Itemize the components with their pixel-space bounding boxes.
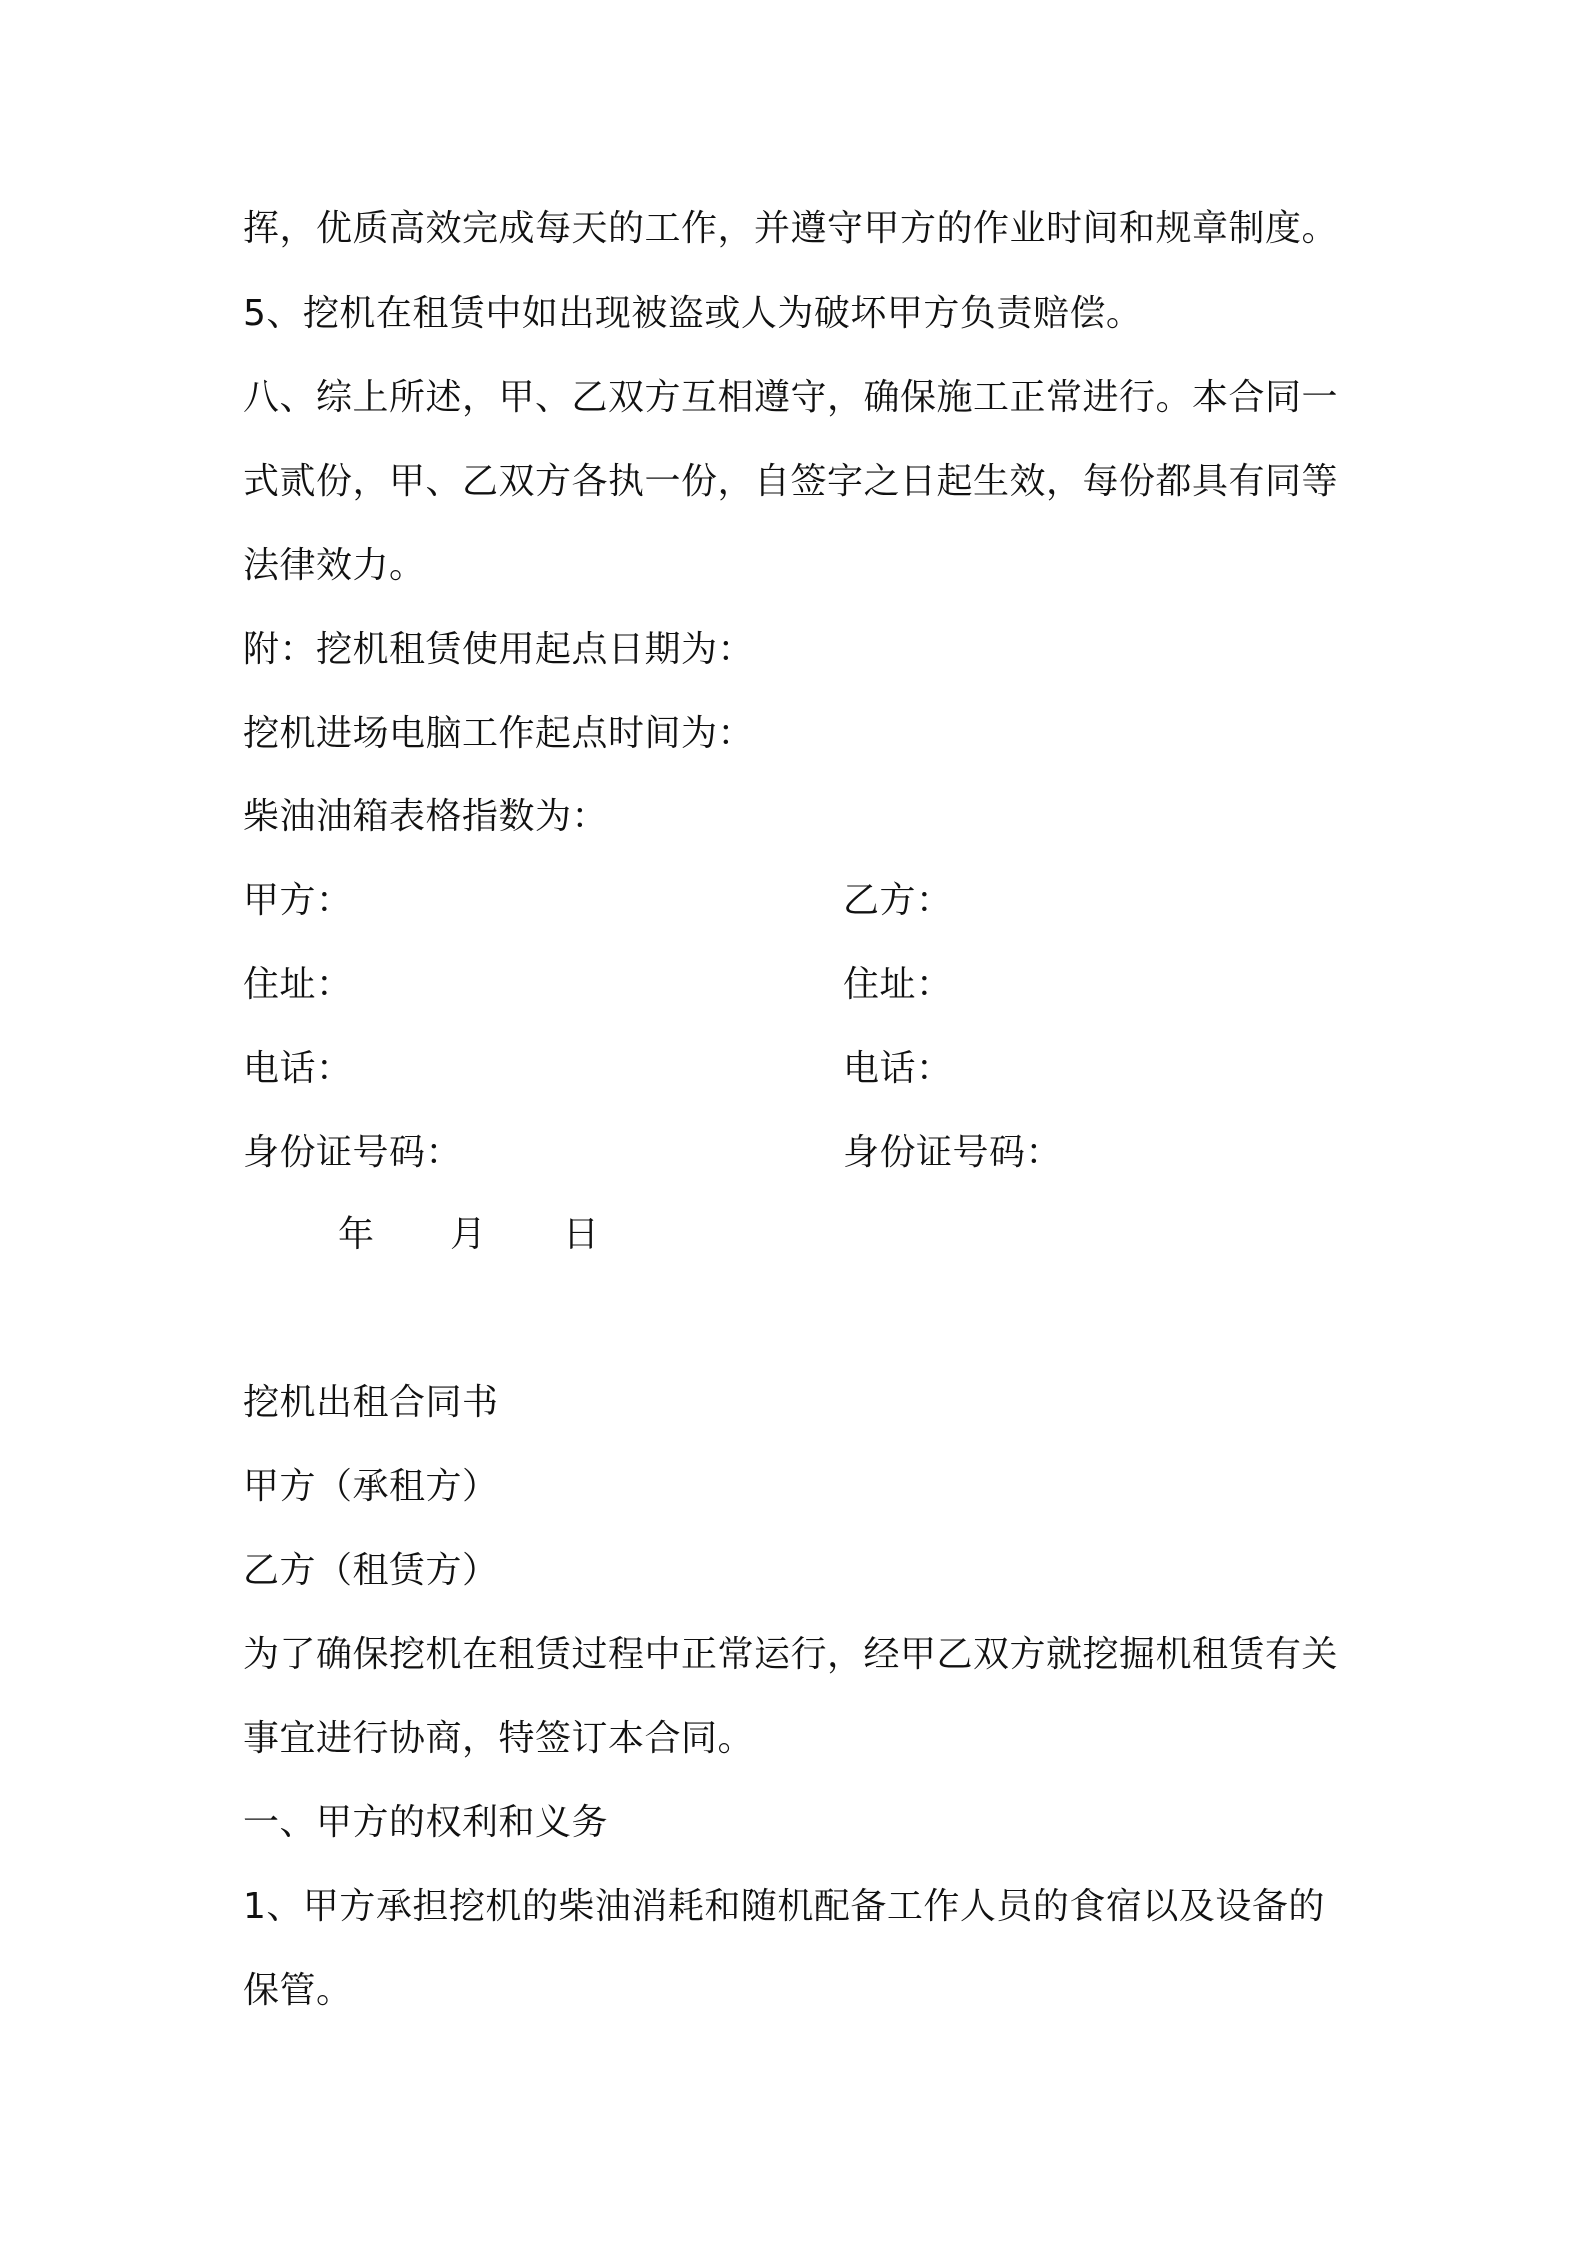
party-b-address-label: 住址： [843,964,953,1005]
contract-title: 挖机出租合同书 [243,1382,499,1423]
date-month-label: 月 [450,1214,487,1255]
party-a-phone-label: 电话： [243,1048,353,1089]
party-a-name-label: 甲方： [243,880,353,921]
party-a-address-label: 住址： [243,964,353,1005]
section-1-title: 一、甲方的权利和义务 [243,1802,609,1843]
appendix-start-date: 附：挖机租赁使用起点日期为： [243,629,755,670]
contract-intro-line-1: 为了确保挖机在租赁过程中正常运行，经甲乙双方就挖掘机租赁有关 [243,1634,1339,1675]
appendix-start-time: 挖机进场电脑工作起点时间为： [243,713,755,754]
party-a-role: 甲方（承租方） [243,1466,499,1507]
previous-clause-continuation: 挥，优质高效完成每天的工作，并遵守甲方的作业时间和规章制度。 [243,208,1339,249]
clause-8-line-2: 式贰份，甲、乙双方各执一份，自签字之日起生效，每份都具有同等 [243,461,1339,502]
party-b-role: 乙方（租赁方） [243,1550,499,1591]
party-b-phone-label: 电话： [843,1048,953,1089]
date-day-label: 日 [563,1214,600,1255]
contract-intro-line-2: 事宜进行协商，特签订本合同。 [243,1718,755,1759]
party-a-id-label: 身份证号码： [243,1132,463,1173]
section-1-item-1-line-2: 保管。 [243,1970,353,2011]
clause-item-5: 5、挖机在租赁中如出现被盗或人为破坏甲方负责赔偿。 [243,293,1143,334]
party-b-id-label: 身份证号码： [843,1132,1063,1173]
section-1-item-1-line-1: 1、甲方承担挖机的柴油消耗和随机配备工作人员的食宿以及设备的 [243,1886,1325,1927]
date-year-label: 年 [338,1214,375,1255]
appendix-fuel-index: 柴油油箱表格指数为： [243,796,609,837]
party-b-name-label: 乙方： [843,880,953,921]
clause-8-line-1: 八、综上所述，甲、乙双方互相遵守，确保施工正常进行。本合同一 [243,377,1339,418]
clause-8-line-3: 法律效力。 [243,545,426,586]
